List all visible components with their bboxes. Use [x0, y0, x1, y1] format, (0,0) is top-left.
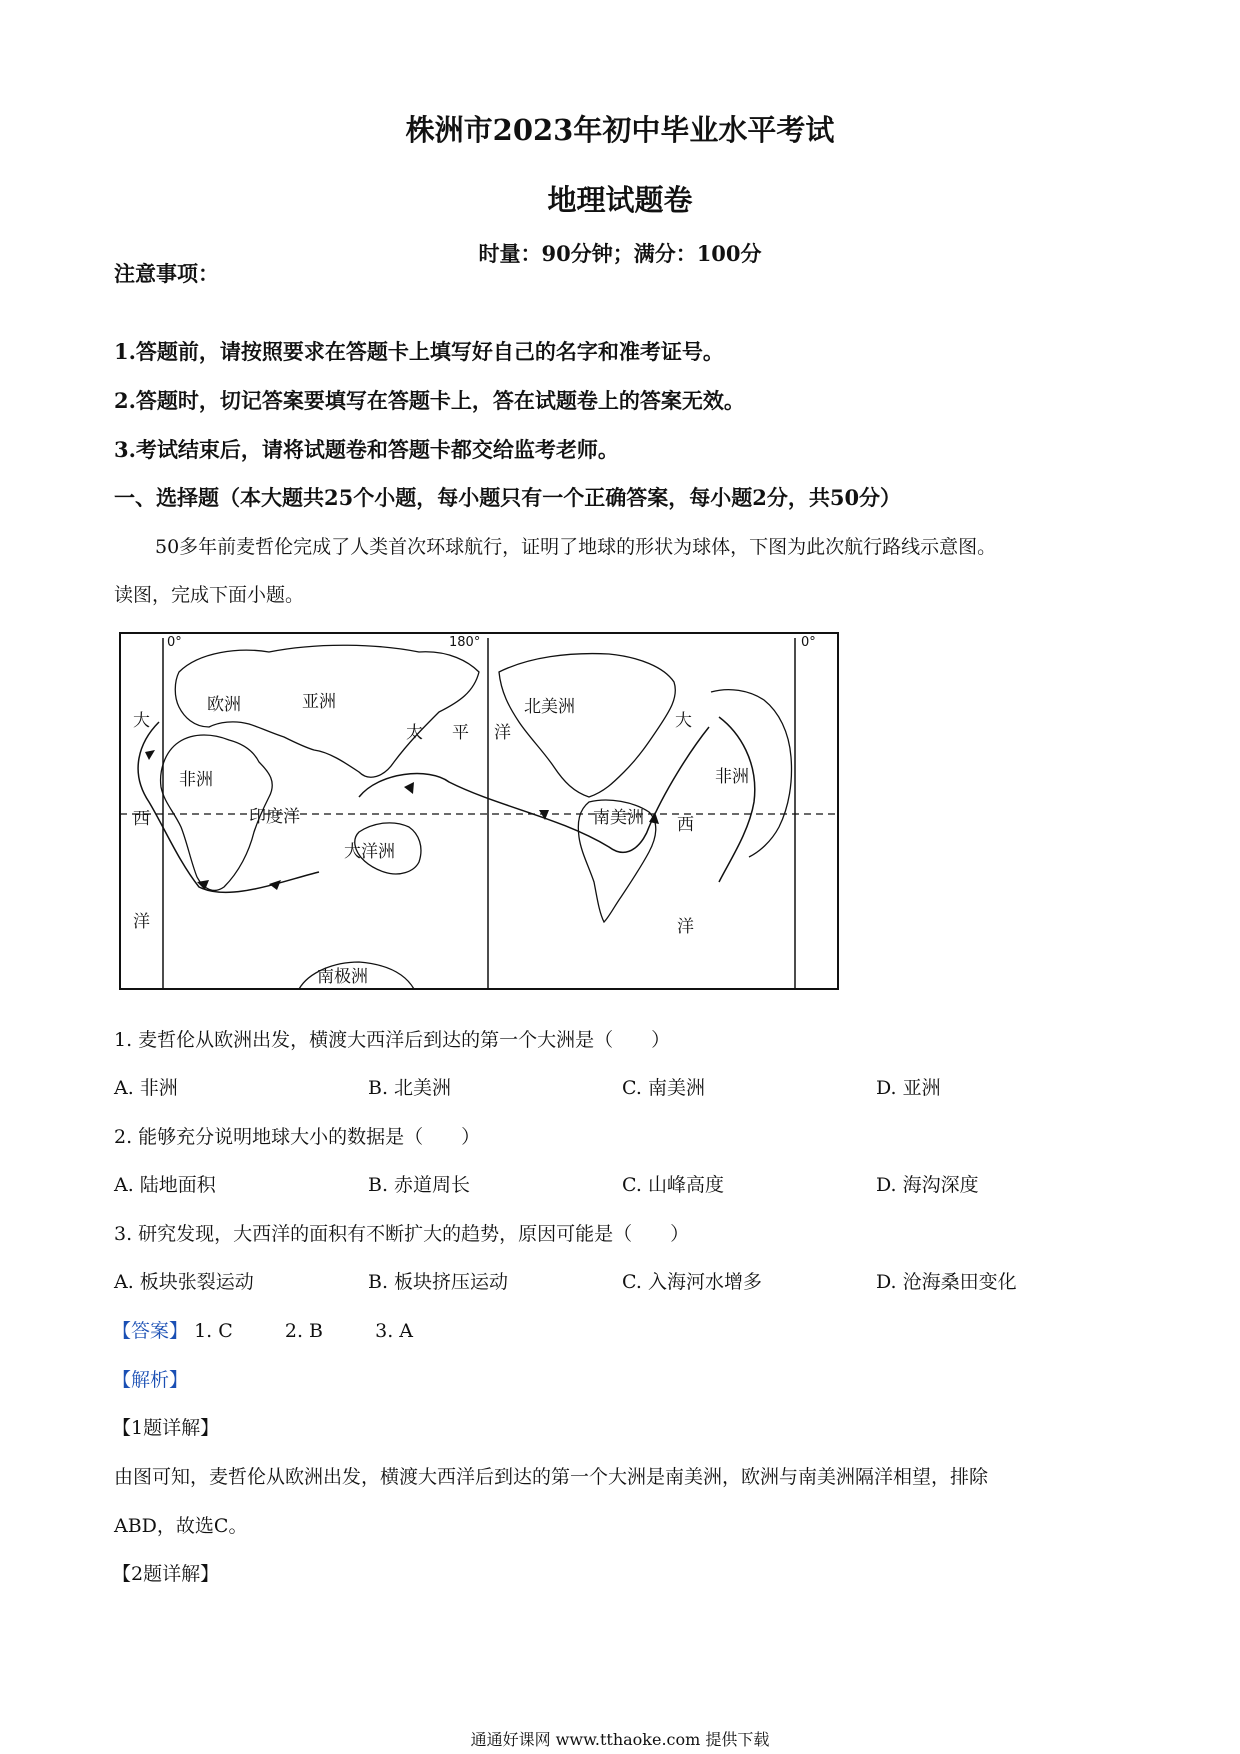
question-3-stem: 3. 研究发现，大西洋的面积有不断扩大的趋势，原因可能是（ ）: [114, 1223, 690, 1245]
answer-tag: 【答案】: [112, 1320, 189, 1342]
label-pacific-2: 平: [452, 723, 469, 743]
label-xi-right: 西: [677, 815, 694, 835]
q3-option-a[interactable]: A. 板块张裂运动: [114, 1271, 254, 1293]
label-africa-left: 非洲: [179, 770, 213, 790]
question-1-stem: 1. 麦哲伦从欧洲出发，横渡大西洋后到达的第一个大洲是（ ）: [114, 1029, 671, 1051]
label-yang-right: 洋: [677, 917, 694, 937]
q2-detail-heading: 【2题详解】: [112, 1563, 220, 1585]
footer-text: 通通好课网 www.tthaoke.com 提供下载: [470, 1730, 770, 1749]
label-indian-ocean: 印度洋: [249, 807, 300, 827]
meridian-label-180: 180°: [449, 635, 481, 650]
q1-detail-text-1: 由图可知，麦哲伦从欧洲出发，横渡大西洋后到达的第一个大洲是南美洲，欧洲与南美洲隔洋相望，排除: [114, 1466, 989, 1488]
q3-option-d[interactable]: D. 沧海桑田变化: [876, 1271, 1017, 1293]
notes-heading: 注意事项：: [114, 261, 219, 286]
answer-3: 3. A: [375, 1320, 413, 1342]
time-info: 时量：90分钟；满分：100分: [478, 241, 762, 266]
note-item-2: 2.答题时，切记答案要填写在答题卡上，答在试题卷上的答案无效。: [114, 388, 745, 413]
q3-option-c[interactable]: C. 入海河水增多: [622, 1271, 762, 1293]
label-europe: 欧洲: [207, 695, 241, 715]
map-frame: [120, 633, 838, 989]
analysis-tag: 【解析】: [112, 1369, 189, 1391]
label-pacific-3: 洋: [494, 723, 511, 743]
label-oceania: 大洋洲: [344, 842, 395, 862]
q1-option-d[interactable]: D. 亚洲: [876, 1077, 941, 1099]
q1-detail-heading: 【1题详解】: [112, 1417, 220, 1439]
label-antarctica: 南极洲: [317, 967, 368, 987]
exam-title: 株洲市2023年初中毕业水平考试: [405, 113, 835, 147]
label-yang-left: 洋: [133, 912, 150, 932]
section-heading: 一、选择题（本大题共25个小题，每小题只有一个正确答案，每小题2分，共50分）: [114, 485, 902, 510]
q2-option-d[interactable]: D. 海沟深度: [876, 1174, 979, 1196]
q1-option-b[interactable]: B. 北美洲: [368, 1077, 452, 1099]
q1-option-c[interactable]: C. 南美洲: [622, 1077, 705, 1099]
label-da-left: 大: [133, 711, 150, 731]
label-africa-right: 非洲: [715, 767, 749, 787]
question-2-stem: 2. 能够充分说明地球大小的数据是（ ）: [114, 1126, 481, 1148]
label-asia: 亚洲: [302, 692, 336, 712]
q3-option-b[interactable]: B. 板块挤压运动: [368, 1271, 509, 1293]
q2-option-a[interactable]: A. 陆地面积: [114, 1174, 216, 1196]
answer-1: 1. C: [194, 1320, 233, 1342]
note-item-1: 1.答题前，请按照要求在答题卡上填写好自己的名字和准考证号。: [114, 339, 724, 364]
label-south-america: 南美洲: [593, 808, 644, 828]
meridian-label-0-right: 0°: [801, 635, 816, 650]
label-xi-left: 西: [133, 809, 150, 829]
magellan-route-map: [119, 632, 839, 990]
intro-text: 50多年前麦哲伦完成了人类首次环球航行，证明了地球的形状为球体，下图为此次航行路线示意图。: [155, 536, 997, 558]
label-da-right: 大: [675, 711, 692, 731]
exam-subtitle: 地理试题卷: [547, 183, 693, 217]
intro-text-2: 读图，完成下面小题。: [114, 584, 305, 606]
answer-line: [112, 1316, 413, 1343]
q2-option-c[interactable]: C. 山峰高度: [622, 1174, 724, 1196]
label-north-america: 北美洲: [524, 697, 575, 717]
q2-option-b[interactable]: B. 赤道周长: [368, 1174, 471, 1196]
q1-detail-text-2: ABD，故选C。: [114, 1515, 248, 1537]
q1-option-a[interactable]: A. 非洲: [114, 1077, 178, 1099]
note-item-3: 3.考试结束后，请将试题卷和答题卡都交给监考老师。: [114, 437, 619, 462]
label-pacific-1: 太: [406, 723, 423, 743]
meridian-label-0-left: 0°: [167, 635, 182, 650]
answer-2: 2. B: [284, 1320, 324, 1342]
